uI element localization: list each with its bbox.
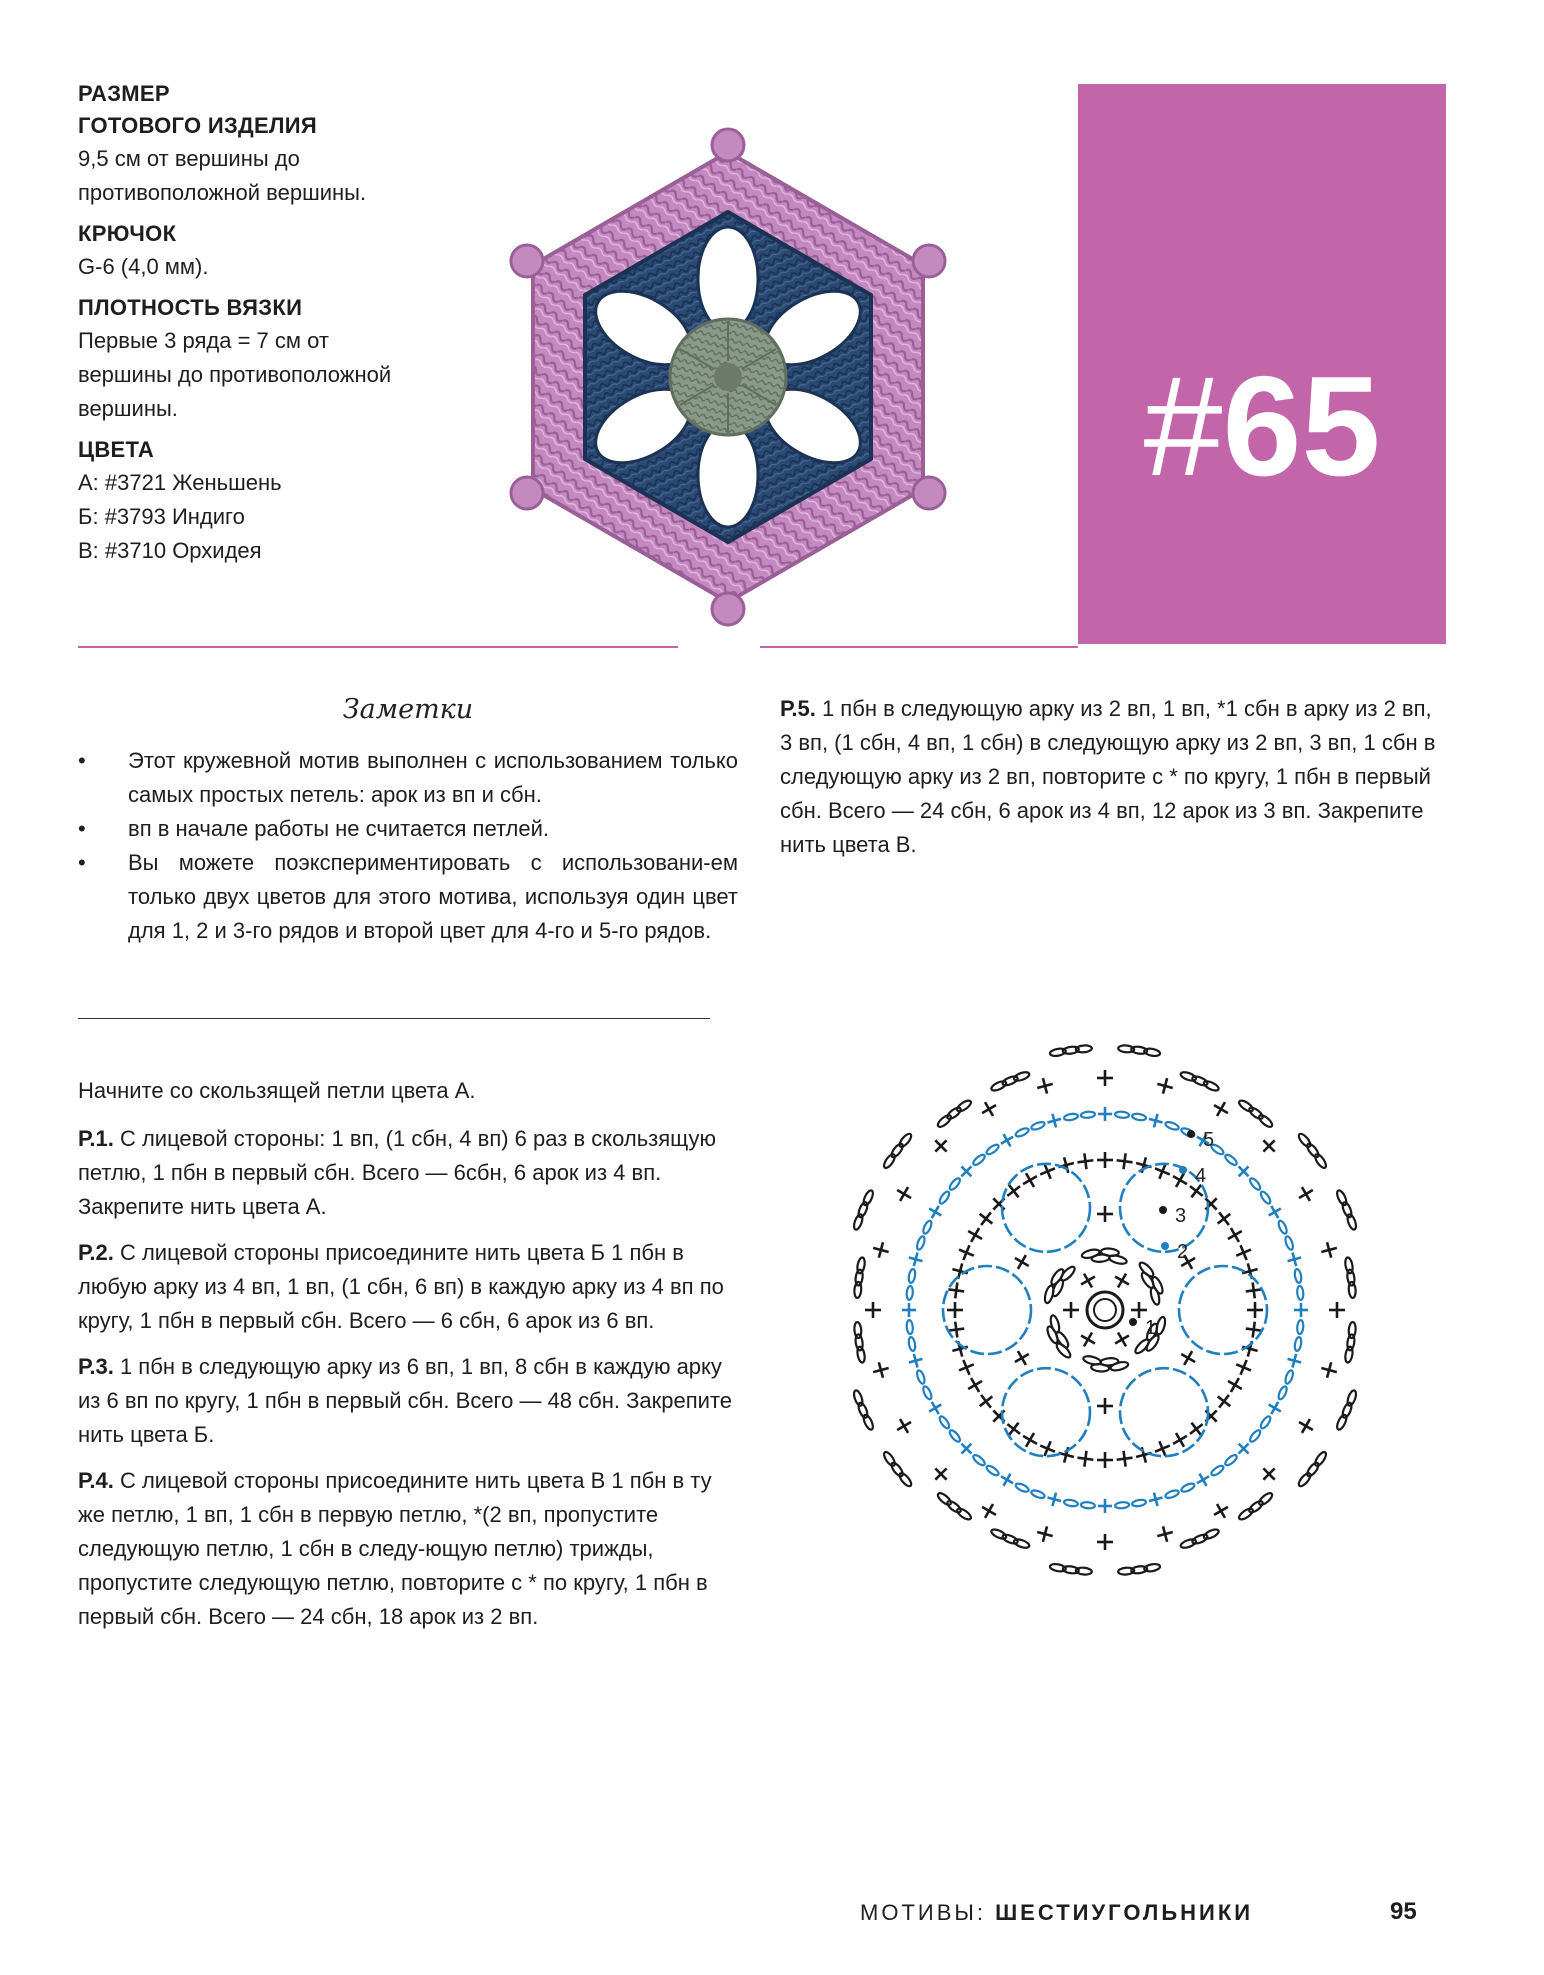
round-5-block bbox=[780, 692, 1440, 862]
chain-symbol bbox=[1297, 1132, 1313, 1149]
chain-symbol bbox=[1064, 1113, 1079, 1121]
sc-symbol bbox=[1076, 1152, 1094, 1170]
round-start-dot bbox=[1161, 1242, 1169, 1250]
hook-value: G-6 (4,0 мм). bbox=[78, 254, 209, 279]
chain-symbol bbox=[898, 1471, 914, 1488]
chain-symbol bbox=[972, 1453, 987, 1467]
chain-symbol bbox=[956, 1099, 973, 1114]
sc-symbol bbox=[1116, 1152, 1134, 1170]
chain-symbol bbox=[1335, 1414, 1348, 1431]
round-2-label: Р.2. bbox=[78, 1240, 114, 1265]
sc-symbol bbox=[871, 1360, 891, 1380]
sc-symbol bbox=[893, 1183, 915, 1205]
sc-symbol bbox=[947, 1302, 963, 1318]
chain-symbol bbox=[1132, 1113, 1147, 1121]
chain-symbol bbox=[1013, 1071, 1030, 1083]
round-2-arch bbox=[1002, 1164, 1090, 1252]
notes-rule bbox=[78, 1018, 710, 1019]
round-1 bbox=[78, 1122, 738, 1224]
sc-symbol bbox=[871, 1240, 891, 1260]
round-2-text: С лицевой стороны присоедините нить цвета Б 1 пбн в любую арку из 4 вп, 1 вп, (1 сбн, 6 вп) в каждую арку из 4 вп по кругу, 1 пбн в первый сбн. Всего — 6 сбн, 6 арок из 6 вп. bbox=[78, 1240, 724, 1333]
sc-symbol bbox=[1294, 1303, 1308, 1317]
round-label-3: 3 bbox=[1175, 1205, 1187, 1227]
chain-symbol bbox=[985, 1464, 1000, 1477]
chain-symbol bbox=[1297, 1471, 1313, 1488]
chain-symbol bbox=[890, 1461, 905, 1478]
gauge-line3: вершины. bbox=[78, 396, 178, 421]
sc-symbol bbox=[1046, 1491, 1063, 1508]
sc-symbol bbox=[1063, 1302, 1079, 1318]
sc-symbol bbox=[930, 1135, 953, 1158]
sc-symbol bbox=[907, 1352, 924, 1369]
chain-symbol bbox=[1313, 1450, 1328, 1467]
sc-symbol bbox=[1233, 1357, 1254, 1378]
chain-symbol bbox=[916, 1235, 926, 1250]
sc-symbol bbox=[893, 1415, 915, 1437]
sc-symbol bbox=[1116, 1450, 1134, 1468]
magic-ring-inner bbox=[1094, 1299, 1116, 1321]
sc-symbol bbox=[1185, 1418, 1207, 1440]
sc-symbol bbox=[930, 1463, 953, 1486]
gauge-heading: ПЛОТНОСТЬ ВЯЗКИ bbox=[78, 295, 303, 320]
note-item bbox=[78, 744, 738, 812]
sc-symbol bbox=[1077, 1270, 1099, 1292]
chain-symbol bbox=[990, 1528, 1007, 1541]
sc-symbol bbox=[997, 1131, 1016, 1150]
sc-symbol bbox=[1286, 1352, 1303, 1369]
sc-symbol bbox=[1265, 1398, 1284, 1417]
sc-symbol bbox=[1019, 1429, 1041, 1451]
chain-symbol bbox=[908, 1337, 916, 1352]
chain-symbol bbox=[1015, 1127, 1030, 1138]
note-bullet: • bbox=[78, 850, 86, 875]
size-line1: 9,5 см от вершины до bbox=[78, 146, 300, 171]
instructions-intro: Начните со скользящей петли цвета А. bbox=[78, 1078, 476, 1103]
chain-symbol bbox=[1138, 1261, 1156, 1279]
chain-symbol bbox=[882, 1450, 897, 1467]
chain-symbol bbox=[1248, 1106, 1265, 1121]
chain-symbol bbox=[948, 1429, 962, 1444]
round-3-label: Р.3. bbox=[78, 1354, 114, 1379]
page-number: 95 bbox=[1390, 1898, 1417, 1925]
chain-symbol bbox=[1015, 1482, 1030, 1493]
gauge-line2: вершины до противоположной bbox=[78, 362, 392, 387]
sc-symbol bbox=[1319, 1240, 1339, 1260]
sc-symbol bbox=[997, 1470, 1016, 1489]
chain-symbol bbox=[1110, 1360, 1129, 1371]
sc-symbol bbox=[956, 1242, 977, 1263]
sc-symbol bbox=[988, 1405, 1011, 1428]
chain-symbol bbox=[908, 1269, 916, 1284]
chain-symbol bbox=[1348, 1282, 1356, 1298]
sc-symbol bbox=[1155, 1524, 1175, 1544]
chain-symbol bbox=[1055, 1342, 1073, 1360]
sc-symbol bbox=[1147, 1112, 1164, 1129]
round-4-label: Р.4. bbox=[78, 1468, 114, 1493]
chain-symbol bbox=[890, 1142, 905, 1159]
chain-symbol bbox=[854, 1322, 862, 1338]
sc-symbol bbox=[1169, 1429, 1191, 1451]
chain-symbol bbox=[956, 1507, 973, 1522]
sc-symbol bbox=[1286, 1251, 1303, 1268]
chain-symbol bbox=[1115, 1502, 1129, 1509]
chain-symbol bbox=[1164, 1489, 1179, 1499]
round-start-dot bbox=[1179, 1166, 1187, 1174]
chain-symbol bbox=[1277, 1385, 1288, 1400]
chain-symbol bbox=[936, 1491, 953, 1507]
chain-symbol bbox=[1049, 1314, 1061, 1333]
sc-symbol bbox=[907, 1251, 924, 1268]
sc-symbol bbox=[1177, 1347, 1199, 1369]
chain-symbol bbox=[1248, 1499, 1265, 1514]
sc-symbol bbox=[1258, 1135, 1281, 1158]
round-label-2: 2 bbox=[1177, 1241, 1189, 1263]
chain-symbol bbox=[1224, 1153, 1239, 1167]
chain-symbol bbox=[936, 1113, 953, 1129]
sc-symbol bbox=[1200, 1193, 1223, 1216]
round-label-5: 5 bbox=[1203, 1129, 1215, 1151]
chain-symbol bbox=[1294, 1337, 1302, 1352]
chain-symbol bbox=[1132, 1499, 1147, 1507]
sc-symbol bbox=[1224, 1374, 1246, 1396]
sc-symbol bbox=[975, 1207, 997, 1229]
chain-symbol bbox=[938, 1190, 951, 1205]
size-line2: противоположной вершины. bbox=[78, 180, 367, 205]
note-text: Этот кружевной мотив выполнен с использованием только самых простых петель: арок из вп и сбн. bbox=[128, 748, 738, 807]
note-item bbox=[78, 812, 738, 846]
note-bullet: • bbox=[78, 816, 86, 841]
chain-symbol bbox=[906, 1320, 913, 1334]
sc-symbol bbox=[1046, 1112, 1063, 1129]
round-label-4: 4 bbox=[1195, 1165, 1207, 1187]
magic-ring bbox=[1087, 1292, 1123, 1328]
color-b: Б: #3793 Индиго bbox=[78, 504, 245, 529]
instructions bbox=[78, 1074, 738, 1646]
note-text: вп в начале работы не считается петлей. bbox=[128, 816, 550, 841]
chain-symbol bbox=[1083, 1355, 1102, 1366]
colors-heading: ЦВЕТА bbox=[78, 437, 155, 462]
sc-symbol bbox=[1329, 1302, 1345, 1318]
sc-symbol bbox=[1295, 1183, 1317, 1205]
chain-symbol bbox=[1149, 1286, 1161, 1305]
round-2 bbox=[78, 1236, 738, 1338]
sc-symbol bbox=[950, 1339, 970, 1359]
chain-symbol bbox=[1030, 1121, 1045, 1131]
footer-section: МОТИВЫ: bbox=[860, 1900, 986, 1925]
round-3-text: 1 пбн в следующую арку из 6 вп, 1 вп, 8 сбн в каждую арку из 6 вп по кругу, 1 пбн в первый сбн. Всего — 48 сбн. Закрепите нить цвета Б. bbox=[78, 1354, 733, 1447]
notes-list bbox=[78, 744, 738, 948]
sc-symbol bbox=[1098, 1499, 1112, 1513]
sc-symbol bbox=[1011, 1347, 1033, 1369]
chain-symbol bbox=[1030, 1489, 1045, 1499]
sc-symbol bbox=[1213, 1207, 1235, 1229]
sc-symbol bbox=[988, 1193, 1011, 1216]
chain-symbol bbox=[946, 1106, 963, 1121]
chain-symbol bbox=[1257, 1113, 1274, 1129]
specs-panel bbox=[78, 78, 478, 568]
chain-symbol bbox=[1180, 1482, 1195, 1493]
chain-symbol bbox=[862, 1189, 875, 1206]
stitch-diagram bbox=[830, 1010, 1380, 1610]
sc-symbol bbox=[1200, 1405, 1223, 1428]
sc-symbol bbox=[1097, 1398, 1113, 1414]
sc-symbol bbox=[1155, 1076, 1175, 1096]
chain-symbol bbox=[922, 1220, 933, 1235]
chain-symbol bbox=[898, 1132, 914, 1149]
chain-symbol bbox=[1081, 1502, 1095, 1509]
sc-symbol bbox=[902, 1303, 916, 1317]
note-text: Вы можете поэкспериментировать с использовани-ем только двух цветов для этого мотива, используя один цвет для 1, 2 и 3-го рядов и второй цвет для 4-го и 5-го рядов. bbox=[128, 850, 738, 943]
sc-symbol bbox=[1131, 1302, 1147, 1318]
note-item bbox=[78, 846, 738, 948]
round-label-1: 1 bbox=[1145, 1317, 1157, 1339]
sc-symbol bbox=[1210, 1500, 1232, 1522]
chain-symbol bbox=[1297, 1320, 1304, 1334]
sc-symbol bbox=[978, 1500, 1000, 1522]
chain-symbol bbox=[1313, 1153, 1328, 1170]
round-1-label: Р.1. bbox=[78, 1126, 114, 1151]
sc-symbol bbox=[1111, 1270, 1133, 1292]
round-5-text: 1 пбн в следующую арку из 2 вп, 1 вп, *1 сбн в арку из 2 вп, 3 вп, (1 сбн, 4 вп, 1 сбн) в следующую арку из 2 вп, 3 вп, 1 сбн в следующую арку из 2 вп, повторите с * по кругу, 1 пбн в первый сбн. Всего — 24 сбн, 6 арок из 4 вп, 12 арок из 3 вп. Закрепите нить цвета В. bbox=[780, 696, 1436, 857]
sc-symbol bbox=[1224, 1224, 1246, 1246]
chain-symbol bbox=[1164, 1121, 1179, 1131]
chain-symbol bbox=[1259, 1415, 1272, 1430]
top-rule-right bbox=[760, 646, 1078, 648]
chain-symbol bbox=[906, 1286, 913, 1300]
sc-symbol bbox=[1019, 1169, 1041, 1191]
chain-symbol bbox=[1210, 1464, 1225, 1477]
round-5-label: Р.5. bbox=[780, 696, 816, 721]
motif-number-hash: # bbox=[1143, 347, 1223, 506]
sc-symbol bbox=[1213, 1390, 1235, 1412]
gauge-line1: Первые 3 ряда = 7 см от bbox=[78, 328, 329, 353]
sc-symbol bbox=[1035, 1524, 1055, 1544]
chain-symbol bbox=[1064, 1499, 1079, 1507]
round-start-dot bbox=[1159, 1206, 1167, 1214]
color-a: А: #3721 Женьшень bbox=[78, 470, 282, 495]
chain-symbol bbox=[1203, 1079, 1220, 1092]
sc-symbol bbox=[1035, 1076, 1055, 1096]
chain-symbol bbox=[1257, 1491, 1274, 1507]
sc-symbol bbox=[1097, 1070, 1113, 1086]
sc-symbol bbox=[975, 1390, 997, 1412]
sc-symbol bbox=[1193, 1470, 1212, 1489]
round-2-arch bbox=[1002, 1368, 1090, 1456]
sc-symbol bbox=[1098, 1107, 1112, 1121]
sc-symbol bbox=[1077, 1329, 1099, 1351]
round-2-arch bbox=[1120, 1368, 1208, 1456]
chain-symbol bbox=[1237, 1507, 1254, 1522]
chain-symbol bbox=[852, 1389, 864, 1406]
sc-symbol bbox=[1247, 1302, 1263, 1318]
sc-symbol bbox=[1295, 1415, 1317, 1437]
chain-symbol bbox=[1108, 1254, 1127, 1265]
sc-symbol bbox=[926, 1202, 945, 1221]
round-4 bbox=[78, 1464, 738, 1634]
chain-symbol bbox=[1297, 1286, 1304, 1300]
chain-symbol bbox=[1277, 1220, 1288, 1235]
notes-title: Заметки bbox=[342, 694, 474, 725]
round-start-dot bbox=[1129, 1318, 1137, 1326]
chain-symbol bbox=[985, 1143, 1000, 1156]
sc-symbol bbox=[1265, 1202, 1284, 1221]
chain-symbol bbox=[1346, 1213, 1358, 1230]
sc-symbol bbox=[1258, 1463, 1281, 1486]
chain-symbol bbox=[1180, 1538, 1197, 1550]
sc-symbol bbox=[1111, 1329, 1133, 1351]
chain-symbol bbox=[1081, 1111, 1095, 1118]
sc-symbol bbox=[978, 1098, 1000, 1120]
chain-symbol bbox=[922, 1385, 933, 1400]
chain-symbol bbox=[1294, 1269, 1302, 1284]
sc-symbol bbox=[1319, 1360, 1339, 1380]
sc-symbol bbox=[1210, 1098, 1232, 1120]
chain-symbol bbox=[1284, 1369, 1294, 1384]
sc-symbol bbox=[1097, 1206, 1113, 1222]
chain-symbol bbox=[1081, 1248, 1100, 1259]
round-5 bbox=[780, 692, 1440, 862]
page-footer bbox=[860, 1900, 1440, 1940]
sc-symbol bbox=[1233, 1242, 1254, 1263]
chain-symbol bbox=[882, 1153, 897, 1170]
chain-symbol bbox=[1284, 1235, 1294, 1250]
chain-symbol bbox=[938, 1415, 951, 1430]
size-heading-line1: РАЗМЕР bbox=[78, 81, 170, 106]
sc-symbol bbox=[1097, 1152, 1113, 1168]
note-bullet: • bbox=[78, 748, 86, 773]
chain-symbol bbox=[1237, 1099, 1254, 1114]
sc-symbol bbox=[865, 1302, 881, 1318]
round-start-dot bbox=[1187, 1130, 1195, 1138]
sc-symbol bbox=[1076, 1450, 1094, 1468]
chain-symbol bbox=[1248, 1429, 1262, 1444]
chain-symbol bbox=[1259, 1190, 1272, 1205]
sc-symbol bbox=[1245, 1281, 1263, 1299]
size-heading-line2: ГОТОВОГО ИЗДЕЛИЯ bbox=[78, 113, 317, 138]
color-c: В: #3710 Орхидея bbox=[78, 538, 262, 563]
chain-symbol bbox=[1248, 1177, 1262, 1192]
sc-symbol bbox=[1097, 1534, 1113, 1550]
sc-symbol bbox=[926, 1398, 945, 1417]
sc-symbol bbox=[1147, 1491, 1164, 1508]
hook-heading: КРЮЧОК bbox=[78, 221, 177, 246]
motif-number-block bbox=[1078, 84, 1446, 644]
chain-symbol bbox=[972, 1153, 987, 1167]
footer-title: ШЕСТИУГОЛЬНИКИ bbox=[995, 1900, 1254, 1925]
chain-symbol bbox=[1115, 1111, 1129, 1118]
chain-symbol bbox=[916, 1369, 926, 1384]
chain-symbol bbox=[1305, 1461, 1320, 1478]
chain-symbol bbox=[948, 1177, 962, 1192]
chain-symbol bbox=[1133, 1337, 1151, 1355]
motif-number-value: 65 bbox=[1222, 347, 1381, 506]
motif-photo bbox=[468, 84, 988, 670]
sc-symbol bbox=[964, 1224, 986, 1246]
sc-symbol bbox=[964, 1374, 986, 1396]
sc-symbol bbox=[1097, 1452, 1113, 1468]
chain-symbol bbox=[1224, 1453, 1239, 1467]
round-4-text: С лицевой стороны присоедините нить цвета В 1 пбн в ту же петлю, 1 вп, 1 сбн в первую петлю, *(2 вп, пропустите следующую петлю, 1 сбн в следу-ющую петлю) трижды, пропустите следующую петлю, повторите с * по кругу, 1 пбн в первый сбн. Всего — 24 сбн, 18 арок из 2 вп. bbox=[78, 1468, 712, 1629]
chain-symbol bbox=[1059, 1265, 1077, 1283]
chain-symbol bbox=[946, 1499, 963, 1514]
chain-symbol bbox=[1305, 1142, 1320, 1159]
round-1-text: С лицевой стороны: 1 вп, (1 сбн, 4 вп) 6 раз в скользящую петлю, 1 пбн в первый сбн. Всего — 6сбн, 6 арок из 4 вп. Закрепите нить цвета А. bbox=[78, 1126, 717, 1219]
round-3 bbox=[78, 1350, 738, 1452]
top-rule-left bbox=[78, 646, 678, 648]
sc-symbol bbox=[1011, 1251, 1033, 1273]
sc-symbol bbox=[956, 1357, 977, 1378]
motif-photo-group bbox=[511, 129, 945, 625]
motif-number bbox=[1078, 347, 1446, 506]
